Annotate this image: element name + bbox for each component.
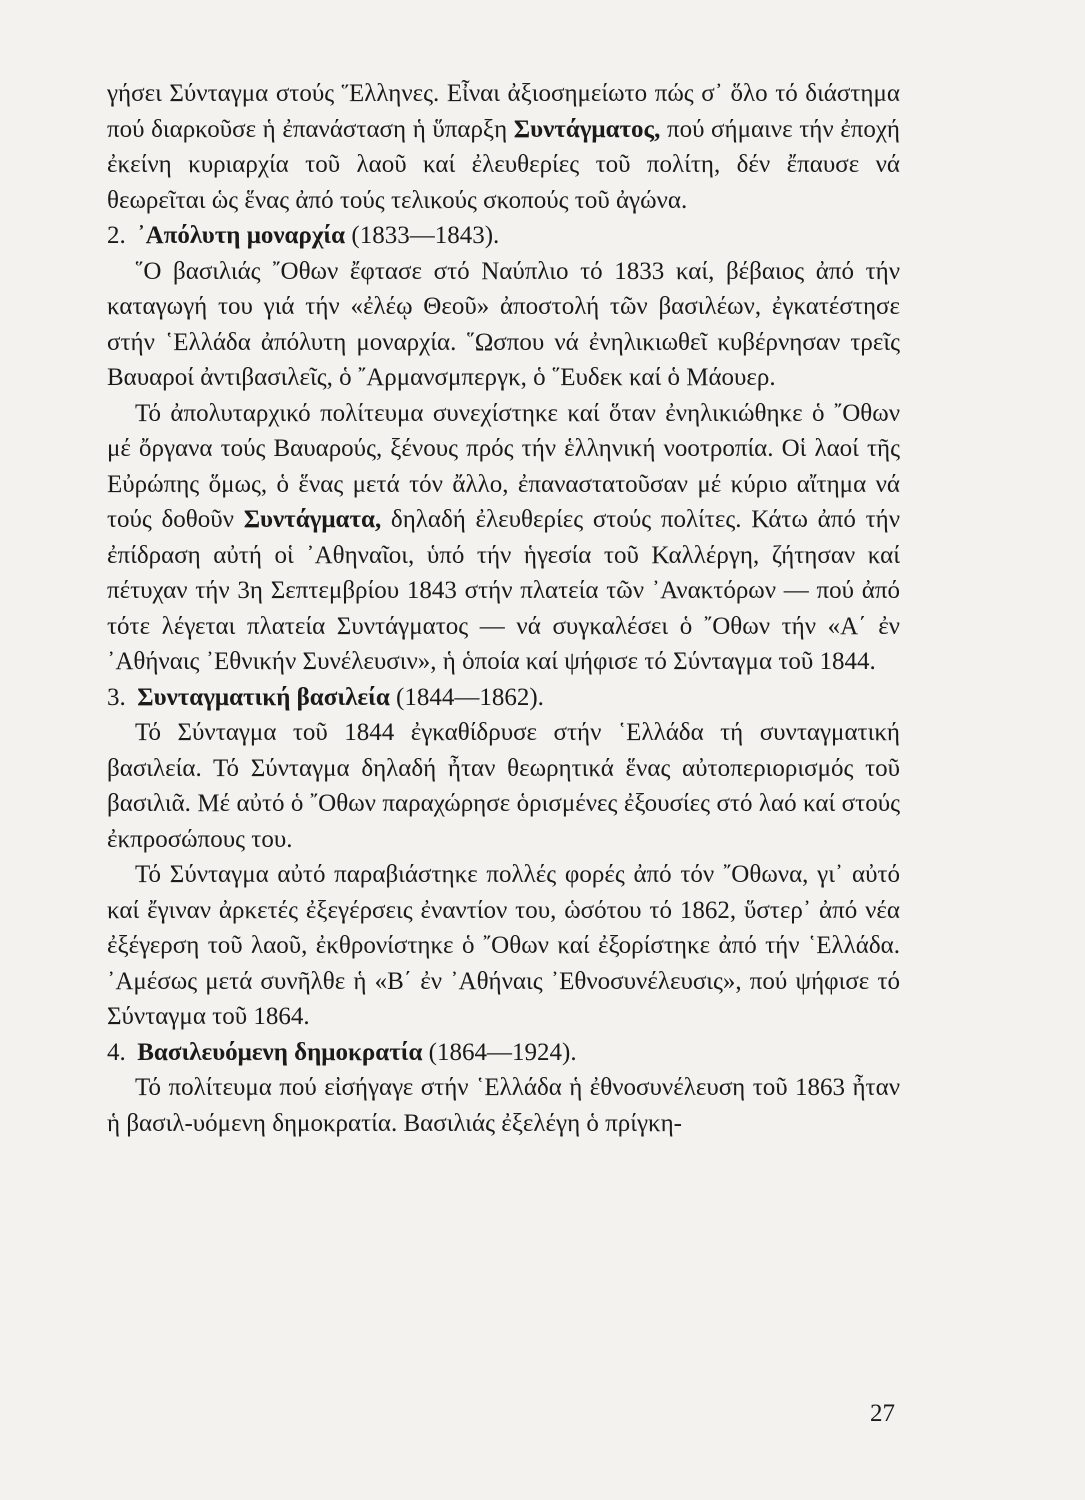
- section-4-paragraph-1: Τό πολίτευμα πού εἰσήγαγε στήν ῾Ελλάδα ἡ ἐθνοσυνέλευση τοῦ 1863 ἦταν ἡ βασιλ‑υόμενη δημοκρατία. Βασιλιάς ἐξελέγη ὁ πρίγκη-: [107, 1074, 900, 1137]
- section-4-title: Βασιλευόμενη δημοκρατία: [137, 1038, 423, 1066]
- section-2-title: ᾽Απόλυτη μοναρχία: [137, 222, 346, 249]
- section-3-years: (1844—1862).: [389, 683, 544, 711]
- section-2-heading: [107, 218, 900, 254]
- section-2-number: 2.: [107, 222, 126, 249]
- intro-paragraph: [107, 76, 900, 218]
- section-3-number: 3.: [107, 683, 126, 711]
- section-4-heading: [107, 1035, 900, 1071]
- section-3-heading: [107, 680, 900, 716]
- section-4-number: 4.: [107, 1038, 126, 1066]
- section-2-years: (1833—1843).: [345, 222, 500, 249]
- intro-text-b: πού σήμαινε τήν ἐποχή ἐκείνη κυριαρχία τοῦ λαοῦ καί ἐλευθερίες τοῦ πολίτη, δέν ἔπαυσε νά θεωρεῖται ὡς ἕνας ἀπό τούς τελικούς σκοπούς τοῦ ἀγώνα.: [107, 115, 901, 214]
- intro-text-a: γήσει Σύνταγμα στούς Ἕλληνες. Εἶναι ἀξιοσημείωτο πώς σ᾽ ὅλο τό διάστημα πού διαρκοῦσε ἡ ἐπανάσταση ἡ ὕπαρξη: [107, 80, 900, 143]
- intro-bold-term: Συντάγματος,: [513, 115, 661, 143]
- section-3-paragraph-2: Τό Σύνταγμα αὐτό παραβιάστηκε πολλές φορές ἀπό τόν ῎Οθωνα, γι᾽ αὐτό καί ἔγιναν ἀρκετές ἐξεγέρσεις ἐναντίον του, ὡσότου τό 1862, ὕστερ᾽ ἀπό νέα ἐξέγερση τοῦ λαοῦ, ἐκθρονίστηκε ὁ ῎Οθων καί ἐξορίστηκε ἀπό τήν ῾Ελλάδα. ᾽Αμέσως μετά συνῆλθε ἡ «Β΄ ἐν ᾽Αθήναις ᾽Εθνοσυνέλευσις», πού ψήφισε τό Σύνταγμα τοῦ 1864.: [107, 861, 900, 1030]
- section-2-p2-text-b: δηλαδή ἐλευθερίες στούς πολίτες. Κάτω ἀπό τήν ἐπίδραση αὐτή οἱ ᾽Αθηναῖοι, ὑπό τήν ἡγεσία τοῦ Καλλέργη, ζήτησαν καί πέτυχαν τήν 3η Σεπτεμβρίου 1843 στήν πλατεία τῶν ᾽Ανακτόρων — πού ἀπό τότε λέγεται πλατεία Συντάγματος — νά συγκαλέσει ὁ ῎Οθων τήν «Α΄ ἐν ᾽Αθήναις ᾽Εθνικήν Συνέλευσιν», ἡ ὁποία καί ψήφισε τό Σύνταγμα τοῦ 1844.: [107, 506, 900, 675]
- section-2-p2-bold-term: Συντάγματα,: [243, 506, 382, 533]
- section-2-p2-text-a: Τό ἀπολυταρχικό πολίτευμα συνεχίστηκε καί ὅταν ἐνηλικιώθηκε ὁ ῎Οθων μέ ὄργανα τούς Βαυαρούς, ξένους πρός τήν ἑλληνική νοοτροπία. Οἱ λαοί τῆς Εὐρώπης ὅμως, ὁ ἕνας μετά τόν ἄλλο, ἐπαναστατοῦσαν μέ κύριο αἴτημα νά τούς δοθοῦν: [107, 399, 900, 533]
- section-3-title: Συνταγματική βασιλεία: [137, 683, 390, 711]
- section-4-years: (1864—1924).: [422, 1038, 577, 1066]
- section-2-paragraph-1: ῞Ο βασιλιάς ῎Οθων ἔφτασε στό Ναύπλιο τό 1833 καί, βέβαιος ἀπό τήν καταγωγή του γιά τήν «ἐλέῳ Θεοῦ» ἀποστολή τῶν βασιλέων, ἐγκατέστησε στήν ῾Ελλάδα ἀπόλυτη μοναρχία. ῞Ωσπου νά ἐνηλικιωθεῖ κυβέρνησαν τρεῖς Βαυαροί ἀντιβασιλεῖς, ὁ ῎Αρμανσμπεργκ, ὁ ῞Ευδεκ καί ὁ Μάουερ.: [107, 257, 900, 391]
- section-3-paragraph-1: Τό Σύνταγμα τοῦ 1844 ἐγκαθίδρυσε στήν ῾Ελλάδα τή συνταγματική βασιλεία. Τό Σύνταγμα δηλαδή ἦταν θεωρητικά ἕνας αὐτοπεριορισμός τοῦ βασιλιᾶ. Μέ αὐτό ὁ ῎Οθων παραχώρησε ὁρισμένες ἐξουσίες στό λαό καί στούς ἐκπροσώπους του.: [107, 719, 900, 853]
- page-number: 27: [870, 1400, 895, 1427]
- section-2-paragraph-2: [107, 396, 900, 680]
